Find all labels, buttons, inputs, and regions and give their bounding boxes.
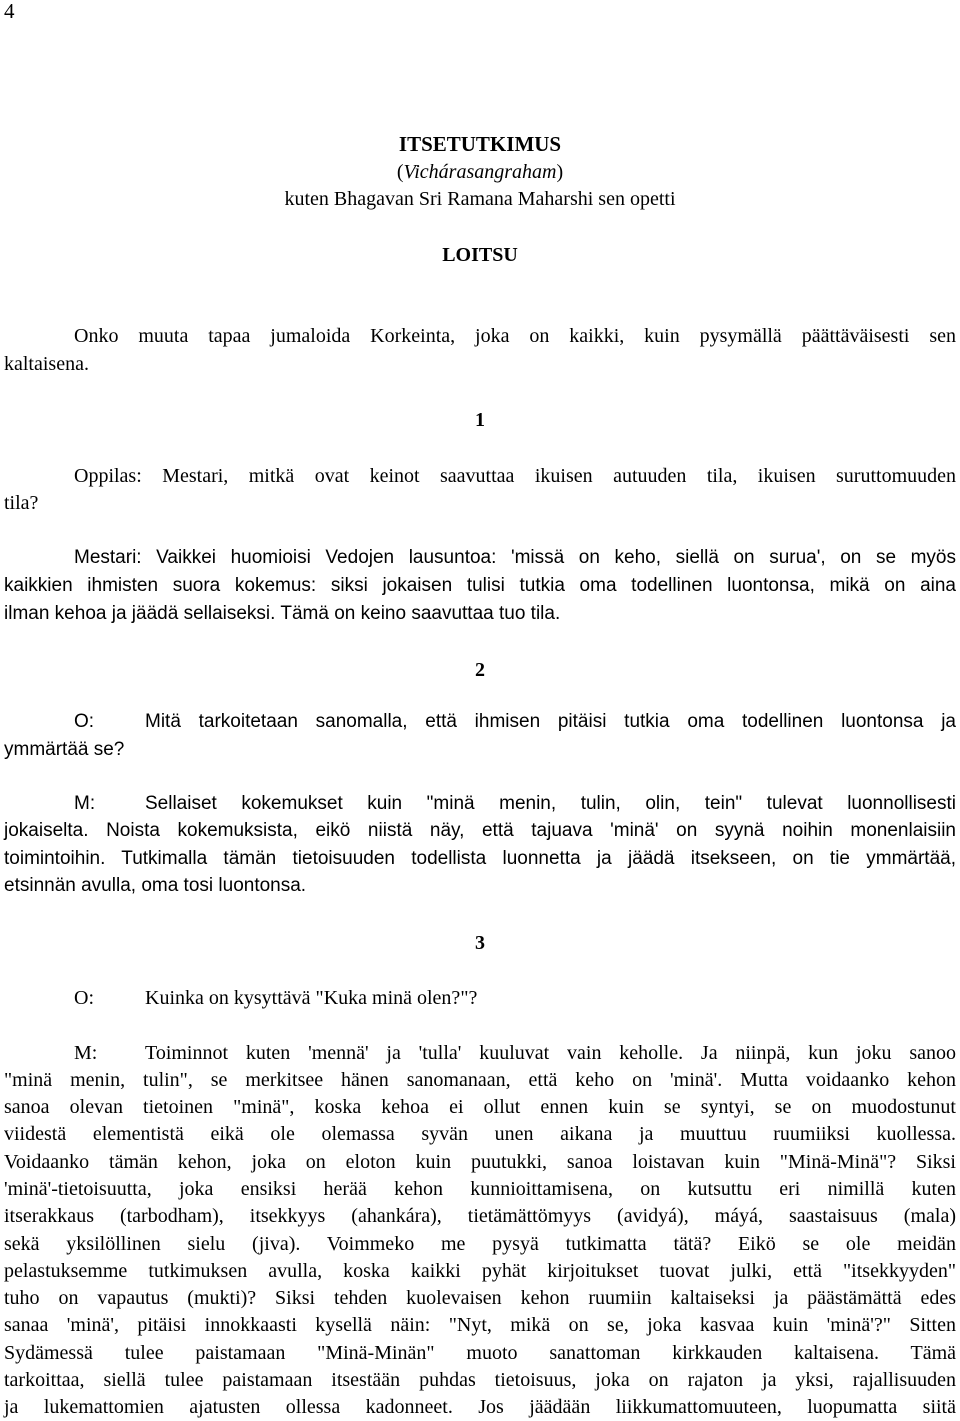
answer-line: "minä menin, tulin", se merkitsee hänen sanomanaan, että keho on 'minä'. Mutta voidaanko kehon bbox=[4, 1069, 956, 1091]
answer-line: Sellaiset kokemukset kuin "minä menin, tulin, olin, tein" tulevat luonnollisesti bbox=[145, 793, 956, 814]
question-line: tila? bbox=[4, 492, 39, 514]
invocation-line: Onko muuta tapaa jumaloida Korkeinta, joka on kaikki, kuin pysymällä päättäväisesti sen bbox=[74, 325, 956, 347]
question-label: O: bbox=[74, 987, 94, 1009]
section-heading: LOITSU bbox=[442, 244, 518, 266]
answer-line: itserakkaus (tarbodham), itsekkyys (ahankára), tietämättömyys (avidyá), máyá, saastaisuus (mala) bbox=[4, 1205, 956, 1227]
question-label: O: bbox=[74, 711, 95, 732]
invocation-line: kaltaisena. bbox=[4, 353, 89, 375]
answer-line: sekä yksilöllinen sielu (jiva). Voimmeko me pysyä tutkimatta tätä? Eikö se ole meidän bbox=[4, 1233, 956, 1255]
answer-line: 'minä'-tietoisuutta, joka ensiksi herää kehon kunnioittamisena, on kutsuttu eri nimillä kuten bbox=[4, 1178, 956, 1200]
answer-line: Sydämessä tulee paistamaan "Minä-Minän" muoto sanattoman kirkkauden kaltaisena. Tämä bbox=[4, 1342, 956, 1364]
answer-line: etsinnän avulla, oma tosi luontonsa. bbox=[4, 875, 307, 896]
answer-line: tuho on vapautus (mukti)? Siksi tehden kuolevaisen kehon ruumiin kaltaiseksi ja päästämättä edes bbox=[4, 1287, 956, 1309]
subtitle-text: Vichárasangraham bbox=[403, 161, 557, 183]
answer-line: sanoa olevan tietoinen "minä", koska kehoa ei ollut ennen kuin se syntyi, se on muodostunut bbox=[4, 1096, 956, 1118]
page-number: 4 bbox=[4, 0, 15, 23]
answer-line: kaikkien ihmisten suora kokemus: siksi jokaisen tulisi tutkia oma todellinen luontonsa, mikä on aina bbox=[4, 575, 956, 596]
question-line: Kuinka on kysyttävä "Kuka minä olen?"? bbox=[145, 987, 478, 1009]
answer-label: M: bbox=[74, 1042, 98, 1064]
answer-line: toimintoihin. Tutkimalla tämän tietoisuuden todellista luonnetta ja jäädä itsekseen, on tie ymmärtää, bbox=[4, 848, 956, 869]
answer-line: sanaa 'minä', pitäisi innokkaasti kysellä näin: "Nyt, mikä on se, joka kasvaa kuin 'minä'?" Sitten bbox=[4, 1314, 956, 1336]
section-number: 1 bbox=[475, 409, 485, 431]
question-line: Oppilas: Mestari, mitkä ovat keinot saavuttaa ikuisen autuuden tila, ikuisen suruttomuuden bbox=[74, 465, 956, 487]
answer-line: viidestä elementistä eikä ole olemassa syvän unen aikana ja muuttuu ruumiiksi kuollessa. bbox=[4, 1123, 956, 1145]
document-title: ITSETUTKIMUS bbox=[398, 132, 562, 156]
section-number: 2 bbox=[475, 659, 485, 681]
document-byline: kuten Bhagavan Sri Ramana Maharshi sen opetti bbox=[284, 188, 676, 210]
section-number: 3 bbox=[475, 932, 485, 954]
answer-line: jokaiselta. Noista kokemuksista, eikö niistä näy, että tajuava 'minä' on syynä noihin monenlaisiin bbox=[4, 820, 956, 841]
answer-line: ilman kehoa ja jäädä sellaiseksi. Tämä on keino saavuttaa tuo tila. bbox=[4, 603, 561, 624]
answer-line: pelastuksemme tutkimuksen avulla, koska kaikki pyhät kirjoitukset tuovat julki, että "itsekkyyden" bbox=[4, 1260, 956, 1282]
answer-line: Toiminnot kuten 'mennä' ja 'tulla' kuuluvat vain keholle. Ja niinpä, kun joku sanoo bbox=[145, 1042, 956, 1064]
answer-line: ja lukemattomien ajatusten ollessa kadonneet. Jos jäädään liikkumattomuuteen, luopumatta siitä bbox=[4, 1396, 956, 1418]
answer-line: Voidaanko tämän kehon, joka on eloton kuin puutukki, sanoa loistavan kuin "Minä-Minä"? Siksi bbox=[4, 1151, 956, 1173]
answer-line: Mestari: Vaikkei huomioisi Vedojen lausuntoa: 'missä on keho, siellä on surua', on se myös bbox=[74, 547, 956, 568]
question-line: ymmärtää se? bbox=[4, 739, 125, 760]
answer-line: tarkoittaa, siellä tulee paistamaan itsestään puhdas tietoisuus, joka on rajaton ja yksi, rajallisuuden bbox=[4, 1369, 956, 1391]
answer-label: M: bbox=[74, 793, 96, 814]
question-line: Mitä tarkoitetaan sanomalla, että ihmisen pitäisi tutkia oma todellinen luontonsa ja bbox=[145, 711, 956, 732]
document-subtitle: (Vichárasangraham) bbox=[396, 161, 564, 183]
